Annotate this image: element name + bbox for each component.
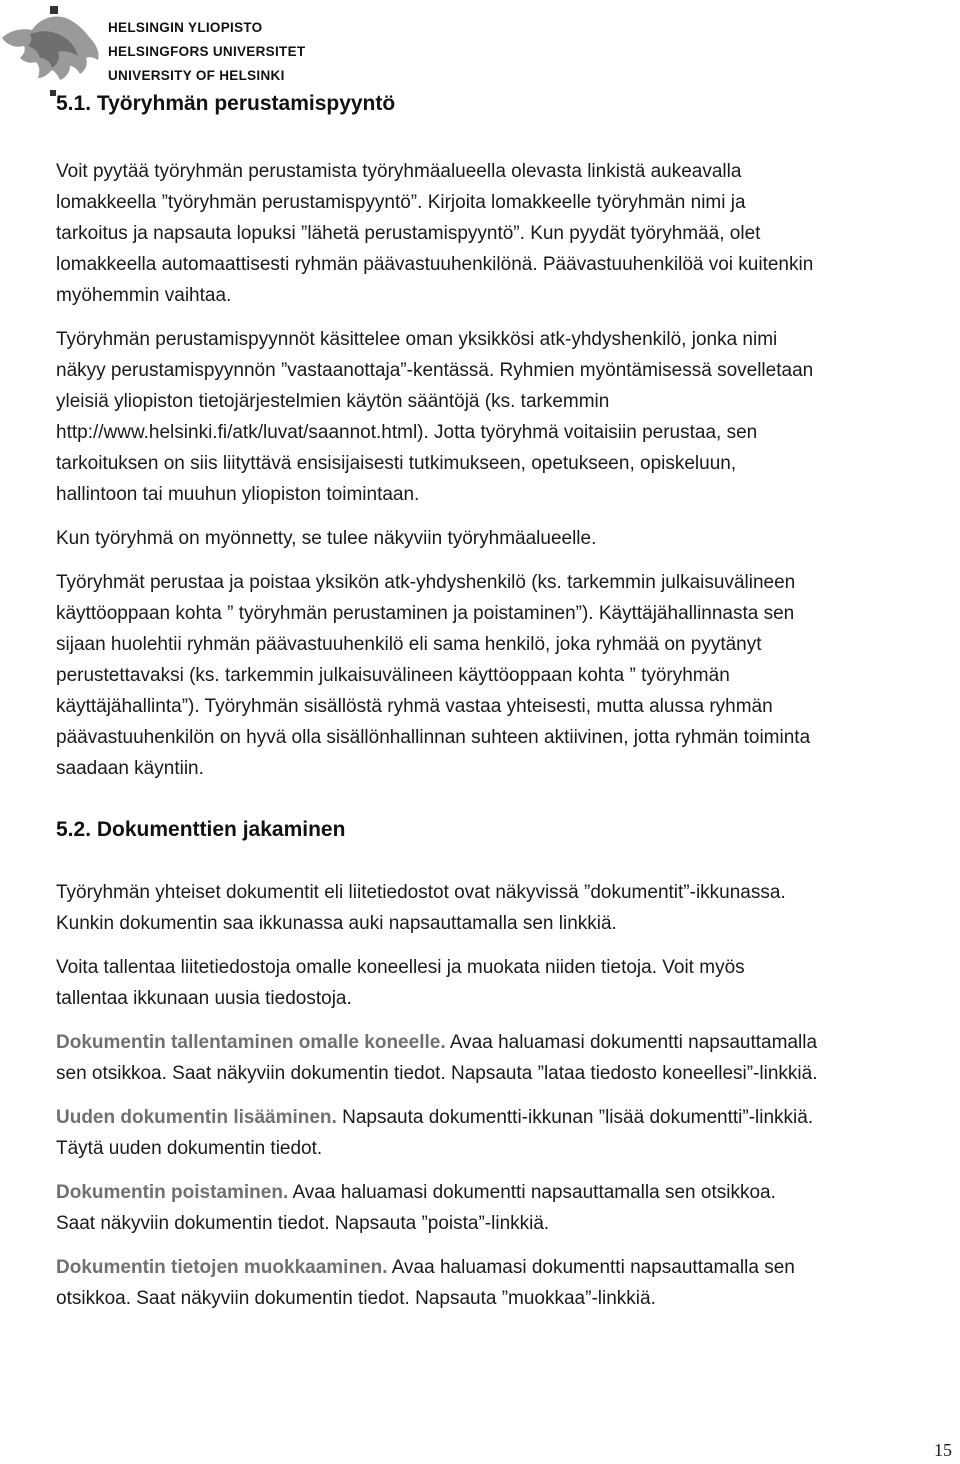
paragraph <box>56 156 956 311</box>
section-heading-5-2: 5.2. Dokumenttien jakaminen <box>56 818 346 841</box>
instruction-lead: Dokumentin poistaminen. <box>56 1182 289 1203</box>
text-line: lomakkeella ”työryhmän perustamispyyntö”. Kirjoita lomakkeelle työryhmän nimi ja <box>56 192 746 213</box>
text-line: Kunkin dokumentin saa ikkunassa auki napsauttamalla sen linkkiä. <box>56 913 617 934</box>
text-line: tallentaa ikkunaan uusia tiedostoja. <box>56 988 352 1009</box>
text-line: Kun työryhmä on myönnetty, se tulee näkyviin työryhmäalueelle. <box>56 528 597 549</box>
instruction-add-document <box>56 1102 956 1164</box>
text-line: päävastuuhenkilön on hyvä olla sisällönhallinnan suhteen aktiivinen, jotta ryhmän toiminta <box>56 727 811 748</box>
text-line: käyttäjähallinta”). Työryhmän sisällöstä ryhmä vastaa yhteisesti, mutta alussa ryhmän <box>56 696 773 717</box>
text-line: http://www.helsinki.fi/atk/luvat/saannot.html). Jotta työryhmä voitaisiin perustaa, sen <box>56 422 758 443</box>
text-line: tarkoitus ja napsauta lopuksi ”lähetä perustamispyyntö”. Kun pyydät työryhmää, olet <box>56 223 761 244</box>
text-line: myöhemmin vaihtaa. <box>56 285 232 306</box>
instruction-lead: Dokumentin tietojen muokkaaminen. <box>56 1257 388 1278</box>
text-line: tarkoituksen on siis liityttävä ensisijaisesti tutkimukseen, opetukseen, opiskeluun, <box>56 453 737 474</box>
university-name <box>108 16 305 88</box>
paragraph <box>56 523 956 554</box>
paragraph <box>56 952 956 1014</box>
text-line: Voita tallentaa liitetiedostoja omalle koneellesi ja muokata niiden tietoja. Voit myös <box>56 957 745 978</box>
text-line <box>56 1252 956 1283</box>
text-line: Saat näkyviin dokumentin tiedot. Napsauta ”poista”-linkkiä. <box>56 1213 550 1234</box>
logo-line-finnish: HELSINGIN YLIOPISTO <box>108 20 263 35</box>
text-line: Työryhmät perustaa ja poistaa yksikön atk-yhdyshenkilö (ks. tarkemmin julkaisuvälineen <box>56 572 796 593</box>
university-logo <box>0 0 306 96</box>
text-line: hallintoon tai muuhun yliopiston toimintaan. <box>56 484 420 505</box>
logo-line-english: UNIVERSITY OF HELSINKI <box>108 68 285 83</box>
text-line <box>56 1027 956 1058</box>
text-line: Työryhmän yhteiset dokumentit eli liitetiedostot ovat näkyvissä ”dokumentit”-ikkunassa. <box>56 882 786 903</box>
text-line: saadaan käyntiin. <box>56 758 204 779</box>
page-number: 15 <box>934 1440 952 1460</box>
university-crest-icon <box>0 0 105 96</box>
text-line: otsikkoa. Saat näkyviin dokumentin tiedot. Napsauta ”muokkaa”-linkkiä. <box>56 1288 656 1309</box>
text-line: sen otsikkoa. Saat näkyviin dokumentin tiedot. Napsauta ”lataa tiedosto koneellesi”-linkkiä. <box>56 1063 818 1084</box>
text-line: Täytä uuden dokumentin tiedot. <box>56 1138 323 1159</box>
document-body <box>56 88 956 1314</box>
text-line <box>56 1177 956 1208</box>
section-heading-5-1: 5.1. Työryhmän perustamispyyntö <box>56 92 396 115</box>
instruction-text: Avaa haluamasi dokumentti napsauttamalla sen otsikkoa. <box>288 1182 776 1203</box>
instruction-text: Napsauta dokumentti-ikkunan ”lisää dokumentti”-linkkiä. <box>336 1107 814 1128</box>
instruction-lead: Dokumentin tallentaminen omalle koneelle. <box>56 1032 446 1053</box>
text-line <box>56 1102 956 1133</box>
text-line: näkyy perustamispyynnön ”vastaanottaja”-kentässä. Ryhmien myöntämisessä sovelletaan <box>56 360 814 381</box>
text-line: perustettavaksi (ks. tarkemmin julkaisuvälineen käyttöoppaan kohta ” työryhmän <box>56 665 730 686</box>
instruction-text: Avaa haluamasi dokumentti napsauttamalla <box>445 1032 818 1053</box>
instruction-edit-document <box>56 1252 956 1314</box>
paragraph <box>56 877 956 939</box>
text-line: Voit pyytää työryhmän perustamista työryhmäalueella olevasta linkistä aukeavalla <box>56 161 742 182</box>
instruction-delete-document <box>56 1177 956 1239</box>
text-line: käyttöoppaan kohta ” työryhmän perustaminen ja poistaminen”). Käyttäjähallinnasta sen <box>56 603 795 624</box>
paragraph <box>56 567 956 784</box>
instruction-save-document <box>56 1027 956 1089</box>
instruction-text: Avaa haluamasi dokumentti napsauttamalla sen <box>387 1257 795 1278</box>
text-line: Työryhmän perustamispyynnöt käsittelee oman yksikkösi atk-yhdyshenkilö, jonka nimi <box>56 329 778 350</box>
logo-line-swedish: HELSINGFORS UNIVERSITET <box>108 44 306 59</box>
text-line: lomakkeella automaattisesti ryhmän päävastuuhenkilönä. Päävastuuhenkilöä voi kuitenkin <box>56 254 814 275</box>
instruction-lead: Uuden dokumentin lisääminen. <box>56 1107 337 1128</box>
text-line: sijaan huolehtii ryhmän päävastuuhenkilö eli sama henkilö, joka ryhmää on pyytänyt <box>56 634 762 655</box>
text-line: yleisiä yliopiston tietojärjestelmien käytön sääntöjä (ks. tarkemmin <box>56 391 610 412</box>
paragraph <box>56 324 956 510</box>
